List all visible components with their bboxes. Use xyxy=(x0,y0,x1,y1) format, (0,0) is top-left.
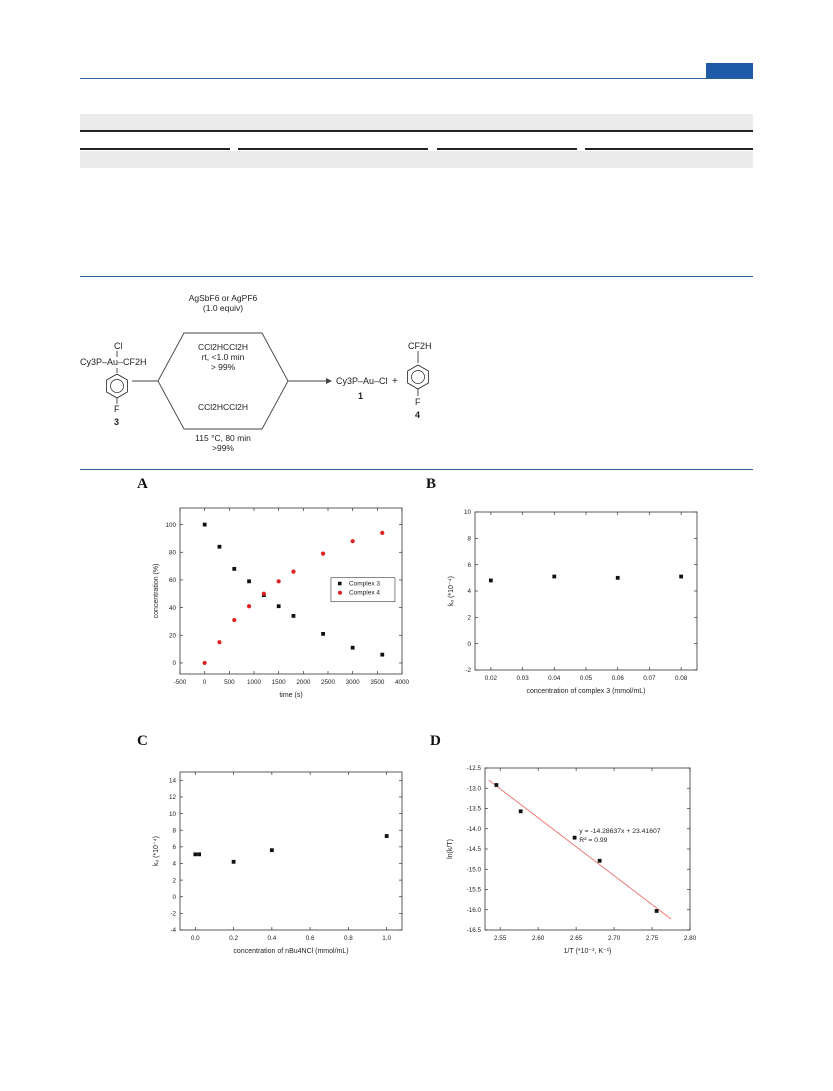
product-2-top: CF2H xyxy=(408,341,432,351)
y-tick-label: 60 xyxy=(168,577,176,585)
data-point xyxy=(232,567,236,571)
x-tick-label: 0.8 xyxy=(344,935,353,942)
y-axis-label: ln(k/T) xyxy=(447,839,454,859)
x-tick-label: 0.4 xyxy=(267,935,277,942)
plot-frame xyxy=(475,512,697,670)
upper-reagent-2: (1.0 equiv) xyxy=(202,303,244,313)
plot-frame xyxy=(180,772,402,930)
chart-a xyxy=(150,500,415,705)
y-tick-label: -4 xyxy=(170,927,176,935)
y-tick-label: -13.0 xyxy=(466,785,481,793)
x-tick-label: 0.07 xyxy=(643,675,656,682)
x-tick-label: 0.04 xyxy=(548,675,561,682)
table-header-band xyxy=(80,114,753,130)
x-tick-label: 0.06 xyxy=(611,675,624,682)
x-tick-label: 0.08 xyxy=(675,675,688,682)
data-point xyxy=(247,579,251,583)
y-tick-label: -14.0 xyxy=(466,825,481,833)
data-point xyxy=(494,783,498,787)
y-tick-label: -16.5 xyxy=(466,927,481,935)
product-2-number: 4 xyxy=(415,410,421,420)
x-tick-label: 2.60 xyxy=(532,935,545,942)
product-1-formula: Cy3P–Au–Cl xyxy=(336,376,388,386)
reactant-number: 3 xyxy=(114,417,120,427)
reaction-scheme xyxy=(78,285,438,455)
fit-line xyxy=(489,780,671,919)
product-1-number: 1 xyxy=(358,391,364,401)
data-point xyxy=(203,523,207,527)
data-point xyxy=(270,848,274,852)
panel-label-d: D xyxy=(430,733,441,749)
chart-d xyxy=(440,758,705,963)
data-point xyxy=(291,570,295,574)
data-point xyxy=(321,552,325,556)
x-tick-label: 2.65 xyxy=(569,935,583,942)
reaction-arrowhead-icon xyxy=(326,378,332,384)
section-rule-2 xyxy=(80,469,753,470)
y-tick-label: 2 xyxy=(467,614,471,622)
x-tick-label: 0 xyxy=(202,679,207,686)
data-point xyxy=(262,592,266,596)
plus-sign: + xyxy=(392,376,398,387)
y-tick-label: 0 xyxy=(467,640,471,648)
x-tick-label: 1500 xyxy=(271,679,286,686)
data-point xyxy=(197,852,201,856)
table-subrule-4 xyxy=(585,148,753,150)
data-point xyxy=(217,640,221,644)
plot-frame xyxy=(485,768,690,930)
x-axis-label: concentration of nBu4NCl (mmol/mL) xyxy=(233,948,349,955)
panel-label-b: B xyxy=(426,476,437,492)
x-tick-label: 0.0 xyxy=(190,935,200,942)
y-tick-label: 80 xyxy=(168,549,176,557)
product-2-substituent: F xyxy=(415,397,421,407)
panel-label-a: A xyxy=(137,476,148,492)
upper-solvent: CCl2HCCl2H xyxy=(197,342,249,352)
section-rule-1 xyxy=(80,276,753,277)
x-tick-label: 2000 xyxy=(296,679,311,686)
data-point xyxy=(193,852,197,856)
y-tick-label: 0 xyxy=(172,893,176,901)
x-tick-label: 2.55 xyxy=(494,935,507,942)
y-tick-label: -15.0 xyxy=(466,866,481,874)
y-tick-label: 2 xyxy=(172,877,176,885)
data-point xyxy=(247,604,251,608)
chart-c xyxy=(150,758,410,963)
data-point xyxy=(351,646,355,650)
data-point xyxy=(679,575,683,579)
table-subrule-1 xyxy=(80,148,230,150)
x-axis-label: time (s) xyxy=(279,692,303,699)
table-row-band xyxy=(80,151,753,168)
data-point xyxy=(232,860,236,864)
data-point xyxy=(385,834,389,838)
table-top-rule xyxy=(80,130,753,132)
fit-equation: y = -14.28637x + 23.41607 xyxy=(579,827,661,835)
upper-yield: > 99% xyxy=(210,362,236,372)
x-tick-label: 2500 xyxy=(320,679,336,686)
x-tick-label: 1.0 xyxy=(382,935,392,942)
y-tick-label: 100 xyxy=(165,521,176,529)
y-tick-label: 0 xyxy=(172,660,176,668)
legend-marker xyxy=(338,591,342,595)
fit-r-squared: R² = 0.99 xyxy=(579,836,608,844)
reactant-aryl-substituent: F xyxy=(114,404,120,414)
reactant-benzene-icon xyxy=(107,374,128,398)
y-tick-label: 4 xyxy=(467,588,471,596)
table-subrule-3 xyxy=(437,148,577,150)
upper-reagent-1: AgSbF6 or AgPF6 xyxy=(188,293,258,303)
header-rule xyxy=(80,78,753,79)
y-axis-label: concentration (%) xyxy=(153,563,160,619)
lower-conditions: 115 °C, 80 min xyxy=(195,433,251,443)
journal-badge xyxy=(706,63,753,78)
upper-conditions: rt, <1.0 min xyxy=(201,352,245,362)
x-tick-label: 3500 xyxy=(370,679,385,686)
data-point xyxy=(218,545,222,549)
data-point xyxy=(380,653,384,657)
y-tick-label: 10 xyxy=(168,810,176,818)
y-tick-label: 8 xyxy=(467,535,471,543)
y-tick-label: -2 xyxy=(465,667,471,675)
lower-yield: >99% xyxy=(212,443,234,453)
y-tick-label: 6 xyxy=(172,844,176,852)
x-tick-label: 2.75 xyxy=(645,935,659,942)
legend-marker xyxy=(338,582,342,586)
product-benzene-icon xyxy=(408,365,429,389)
x-tick-label: 4000 xyxy=(394,679,410,686)
legend-label: Complex 4 xyxy=(348,589,381,597)
y-axis-label: kₒ (*10⁻⁴) xyxy=(153,836,160,866)
y-tick-label: -12.5 xyxy=(466,765,481,773)
y-tick-label: 8 xyxy=(172,827,176,835)
data-point xyxy=(573,836,577,840)
data-point xyxy=(232,618,236,622)
y-tick-label: -16.0 xyxy=(466,906,481,914)
x-tick-label: 500 xyxy=(224,679,235,686)
y-tick-label: -13.5 xyxy=(466,805,481,813)
data-point xyxy=(292,614,296,618)
reactant-formula: Cy3P–Au–CF2H xyxy=(80,357,147,367)
y-axis-label: kₒ (*10⁻⁴) xyxy=(448,576,455,606)
y-tick-label: 6 xyxy=(467,561,471,569)
y-tick-label: 12 xyxy=(168,794,176,802)
data-point xyxy=(598,859,602,863)
x-tick-label: 0.03 xyxy=(516,675,529,682)
x-tick-label: 1000 xyxy=(246,679,262,686)
y-tick-label: 14 xyxy=(168,777,176,785)
data-point xyxy=(380,531,384,535)
y-tick-label: 10 xyxy=(463,509,471,517)
y-tick-label: -2 xyxy=(170,910,176,918)
y-tick-label: -14.5 xyxy=(466,846,481,854)
y-tick-label: 20 xyxy=(168,632,176,640)
y-tick-label: 4 xyxy=(172,860,176,868)
x-axis-label: 1/T (*10⁻³, K⁻¹) xyxy=(563,948,612,955)
reactant-ligand: Cl xyxy=(114,341,123,351)
data-point xyxy=(277,579,281,583)
lower-solvent: CCl2HCCl2H xyxy=(197,402,249,412)
y-tick-label: 40 xyxy=(168,604,176,612)
data-point xyxy=(616,576,620,580)
data-point xyxy=(489,579,493,583)
x-tick-label: -500 xyxy=(173,679,187,686)
legend-label: Complex 3 xyxy=(348,580,381,588)
data-point xyxy=(552,575,556,579)
x-tick-label: 0.6 xyxy=(305,935,315,942)
x-tick-label: 0.05 xyxy=(579,675,593,682)
x-axis-label: concentration of complex 3 (mmol/mL) xyxy=(526,688,646,695)
data-point xyxy=(519,809,523,813)
data-point xyxy=(655,909,659,913)
chart-b xyxy=(445,500,705,705)
data-point xyxy=(203,661,207,665)
data-point xyxy=(321,632,325,636)
table-subrule-2 xyxy=(238,148,428,150)
x-tick-label: 0.02 xyxy=(484,675,497,682)
x-tick-label: 0.2 xyxy=(229,935,238,942)
data-point xyxy=(351,539,355,543)
x-tick-label: 2.80 xyxy=(683,935,697,942)
panel-label-c: C xyxy=(137,733,148,749)
x-tick-label: 2.70 xyxy=(607,935,621,942)
data-point xyxy=(277,604,281,608)
y-tick-label: -15.5 xyxy=(466,886,481,894)
x-tick-label: 3000 xyxy=(345,679,360,686)
